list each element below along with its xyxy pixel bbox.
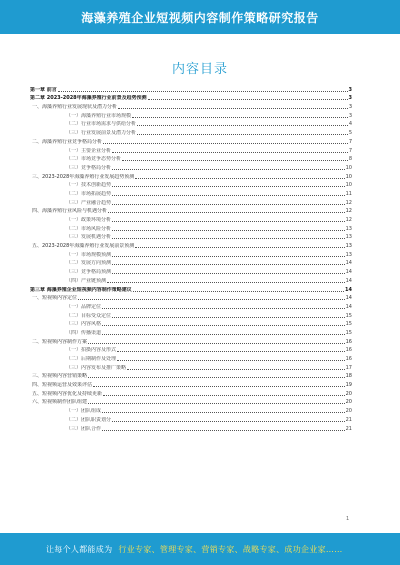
toc-entry-label: （一）技术创新趋势 — [66, 182, 112, 189]
footer-slogan-tail: 行业专家、管理专家、营销专家、战略专家、成功企业家…… — [118, 544, 343, 554]
toc-entry-label: 第二章 2023-2028年海藻养殖行业前景及趋势预测 — [30, 95, 147, 102]
toc-entry[interactable] — [30, 223, 352, 232]
toc-leader-dots — [88, 403, 345, 404]
toc-entry[interactable] — [30, 319, 352, 328]
toc-entry-page: 11 — [345, 190, 352, 197]
toc-entry-page: 14 — [345, 277, 352, 284]
toc-entry[interactable] — [30, 301, 352, 310]
toc-entry[interactable] — [30, 154, 352, 163]
footer-slogan — [46, 544, 343, 555]
toc-entry[interactable] — [30, 293, 352, 302]
toc-entry-page: 3 — [348, 86, 352, 93]
toc-entry-page: 12 — [345, 199, 352, 206]
toc-leader-dots — [112, 264, 345, 265]
toc-entry-page: 13 — [345, 251, 352, 258]
toc-leader-dots — [137, 134, 348, 135]
toc-entry-page: 16 — [345, 356, 352, 362]
toc-entry[interactable] — [30, 145, 352, 154]
toc-entry[interactable] — [30, 405, 352, 414]
toc-entry-label: （二）发展方向预测 — [66, 260, 112, 267]
toc-leader-dots — [117, 360, 345, 361]
toc-entry-label: （三）行业发展前景及潜力分析 — [66, 130, 137, 137]
header-bar — [0, 0, 400, 34]
toc-entry-page: 7 — [348, 138, 352, 145]
toc-entry-page: 14 — [345, 303, 352, 310]
toc-entry-label: （三）团队合作 — [66, 425, 102, 432]
toc-leader-dots — [107, 282, 345, 283]
toc-entry-label: （三）竞争格局预测 — [66, 269, 112, 276]
toc-leader-dots — [112, 169, 345, 170]
toc-entry[interactable] — [30, 249, 352, 258]
toc-entry-label: （三）内容发布及推广策略 — [66, 364, 127, 371]
toc-entry[interactable] — [30, 284, 352, 293]
toc-entry-label: 三、2023-2028年海藻养殖行业发展趋势预测 — [32, 173, 135, 180]
toc-leader-dots — [122, 160, 348, 161]
toc-entry-page: 20 — [345, 390, 352, 397]
toc-entry[interactable] — [30, 162, 352, 171]
toc-entry[interactable] — [30, 336, 352, 345]
toc-entry-page: 10 — [345, 164, 352, 171]
toc-entry-label: （三）产业融合趋势 — [66, 199, 112, 206]
toc-entry-page: 14 — [345, 295, 352, 302]
toc-entry-label: （一）主要企业分析 — [66, 147, 112, 154]
table-of-contents — [30, 84, 352, 432]
toc-entry[interactable] — [30, 423, 352, 432]
toc-entry-page: 16 — [345, 347, 352, 354]
toc-entry-page: 14 — [345, 286, 352, 293]
toc-entry[interactable] — [30, 197, 352, 206]
toc-entry-page: 14 — [345, 260, 352, 267]
toc-entry-label: 二、短视频内容制作方案 — [32, 338, 88, 345]
toc-leader-dots — [117, 351, 345, 352]
toc-entry-page: 7 — [348, 147, 352, 154]
toc-entry-label: （一）团队组成 — [66, 408, 102, 415]
toc-entry[interactable] — [30, 379, 352, 388]
toc-leader-dots — [102, 334, 345, 335]
footer-bar — [0, 533, 400, 565]
toc-entry-label: （二）后期制作及处理 — [66, 356, 117, 362]
toc-entry-label: 三、短视频内容营销策略 — [32, 373, 88, 380]
toc-entry[interactable] — [30, 362, 352, 371]
toc-leader-dots — [102, 430, 345, 431]
toc-leader-dots — [88, 343, 345, 344]
toc-entry[interactable] — [30, 371, 352, 380]
toc-entry-page: 12 — [345, 208, 352, 215]
toc-entry-label: （一）拍摄内容及形式 — [66, 347, 117, 354]
toc-entry-page: 16 — [345, 338, 352, 345]
toc-leader-dots — [112, 195, 345, 196]
toc-entry-page: 20 — [345, 408, 352, 415]
toc-entry[interactable] — [30, 214, 352, 223]
toc-entry-label: （一）市场规模预测 — [66, 251, 112, 258]
toc-entry-page: 3 — [348, 112, 352, 119]
toc-entry-page: 21 — [345, 416, 352, 423]
toc-entry-label: （二）市场拓展趋势 — [66, 190, 112, 197]
toc-entry-label: 六、短视频制作团队组建 — [32, 399, 88, 406]
toc-entry-label: 第一章 前言 — [30, 86, 57, 93]
toc-entry[interactable] — [30, 119, 352, 128]
toc-entry[interactable] — [30, 353, 352, 362]
toc-leader-dots — [112, 238, 345, 239]
toc-entry[interactable] — [30, 327, 352, 336]
toc-entry-label: 第三章 海藻养殖企业短视频内容制作策略建议 — [30, 286, 132, 293]
toc-entry-page: 12 — [345, 217, 352, 223]
toc-entry-page: 15 — [345, 321, 352, 328]
toc-leader-dots — [112, 186, 345, 187]
toc-entry-page: 19 — [345, 382, 352, 389]
toc-entry-page: 3 — [348, 95, 352, 102]
toc-leader-dots — [103, 143, 348, 144]
footer-slogan-lead: 让每个人都能成为 — [46, 544, 113, 554]
toc-leader-dots — [108, 212, 345, 213]
toc-entry-label: 一、海藻养殖行业发展现状及潜力分析 — [32, 104, 118, 111]
toc-entry-page: 21 — [345, 425, 352, 432]
toc-entry-page: 18 — [345, 373, 352, 380]
toc-leader-dots — [118, 108, 348, 109]
toc-leader-dots — [112, 221, 345, 222]
toc-entry[interactable] — [30, 275, 352, 284]
toc-entry-label: 一、短视频内容定位 — [32, 295, 78, 302]
toc-entry[interactable] — [30, 110, 352, 119]
toc-leader-dots — [148, 99, 348, 100]
toc-heading: 内容目录 — [171, 62, 228, 77]
toc-entry-label: （二）行业市场需求与供给分析 — [66, 121, 137, 128]
toc-leader-dots — [93, 386, 345, 387]
toc-entry-label: （四）产业链预测 — [66, 277, 107, 284]
toc-entry[interactable] — [30, 310, 352, 319]
toc-leader-dots — [112, 273, 345, 274]
toc-entry[interactable] — [30, 188, 352, 197]
toc-entry-page: 15 — [345, 329, 352, 336]
toc-leader-dots — [102, 412, 345, 413]
toc-entry-page: 3 — [348, 104, 352, 111]
toc-leader-dots — [112, 152, 348, 153]
toc-entry-page: 4 — [348, 121, 352, 128]
toc-entry-label: 四、短视频运营及效果评估 — [32, 382, 93, 389]
toc-leader-dots — [133, 291, 344, 292]
toc-leader-dots — [88, 377, 345, 378]
toc-leader-dots — [102, 308, 345, 309]
toc-entry[interactable] — [30, 127, 352, 136]
toc-entry-page: 20 — [345, 399, 352, 406]
toc-entry-label: （三）竞争格局分析 — [66, 164, 112, 171]
toc-entry-label: 五、短视频内容优化及持续更新 — [32, 390, 103, 397]
toc-entry[interactable] — [30, 258, 352, 267]
toc-entry-label: 四、海藻养殖行业风险与机遇分析 — [32, 208, 108, 215]
toc-leader-dots — [127, 369, 345, 370]
toc-entry[interactable] — [30, 180, 352, 189]
toc-leader-dots — [135, 178, 344, 179]
toc-leader-dots — [112, 204, 345, 205]
toc-entry-label: 二、海藻养殖行业竞争格局分析 — [32, 138, 103, 145]
toc-entry-label: （三）内容风格 — [66, 321, 102, 328]
toc-entry[interactable] — [30, 414, 352, 423]
toc-entry-page: 10 — [345, 182, 352, 189]
toc-entry[interactable] — [30, 232, 352, 241]
toc-leader-dots — [112, 421, 345, 422]
toc-entry[interactable] — [30, 136, 352, 145]
toc-leader-dots — [132, 117, 348, 118]
toc-leader-dots — [78, 299, 345, 300]
toc-entry-label: （一）政策环境分析 — [66, 217, 112, 223]
toc-entry-page: 8 — [348, 156, 352, 163]
toc-entry-label: （四）传播渠道 — [66, 329, 102, 336]
toc-entry-page: 13 — [345, 234, 352, 241]
toc-entry-label: （二）目标受众定位 — [66, 312, 112, 319]
toc-entry[interactable] — [30, 93, 352, 102]
toc-entry[interactable] — [30, 171, 352, 180]
toc-leader-dots — [135, 247, 344, 248]
toc-entry-page: 15 — [345, 312, 352, 319]
page-number: 1 — [346, 516, 350, 522]
toc-entry-label: （二）市场风险分析 — [66, 225, 112, 232]
document-title: 海藻养殖企业短视频内容制作策略研究报告 — [81, 10, 319, 25]
toc-leader-dots — [137, 125, 348, 126]
toc-entry-label: （三）发展机遇分析 — [66, 234, 112, 241]
toc-entry[interactable] — [30, 206, 352, 215]
toc-entry-page: 10 — [345, 173, 352, 180]
toc-entry[interactable] — [30, 388, 352, 397]
toc-leader-dots — [58, 91, 348, 92]
toc-leader-dots — [112, 230, 345, 231]
toc-leader-dots — [112, 317, 345, 318]
toc-entry-page: 5 — [348, 130, 352, 137]
toc-entry-label: 五、2023-2028年海藻养殖行业发展前景预测 — [32, 243, 135, 250]
toc-leader-dots — [112, 256, 345, 257]
toc-entry-label: （二）团队职责划分 — [66, 416, 112, 423]
toc-entry[interactable] — [30, 84, 352, 93]
toc-entry-label: （一）品牌定位 — [66, 303, 102, 310]
toc-entry[interactable] — [30, 101, 352, 110]
toc-leader-dots — [102, 325, 345, 326]
toc-entry-page: 13 — [345, 243, 352, 250]
toc-entry[interactable] — [30, 345, 352, 354]
toc-entry-page: 13 — [345, 225, 352, 232]
toc-entry[interactable] — [30, 397, 352, 406]
toc-entry[interactable] — [30, 266, 352, 275]
toc-entry-label: （一）海藻养殖行业市场规模 — [66, 112, 132, 119]
toc-leader-dots — [103, 395, 345, 396]
toc-entry[interactable] — [30, 240, 352, 249]
toc-entry-label: （二）市场竞争态势分析 — [66, 156, 122, 163]
toc-entry-page: 17 — [345, 364, 352, 371]
toc-entry-page: 14 — [345, 269, 352, 276]
